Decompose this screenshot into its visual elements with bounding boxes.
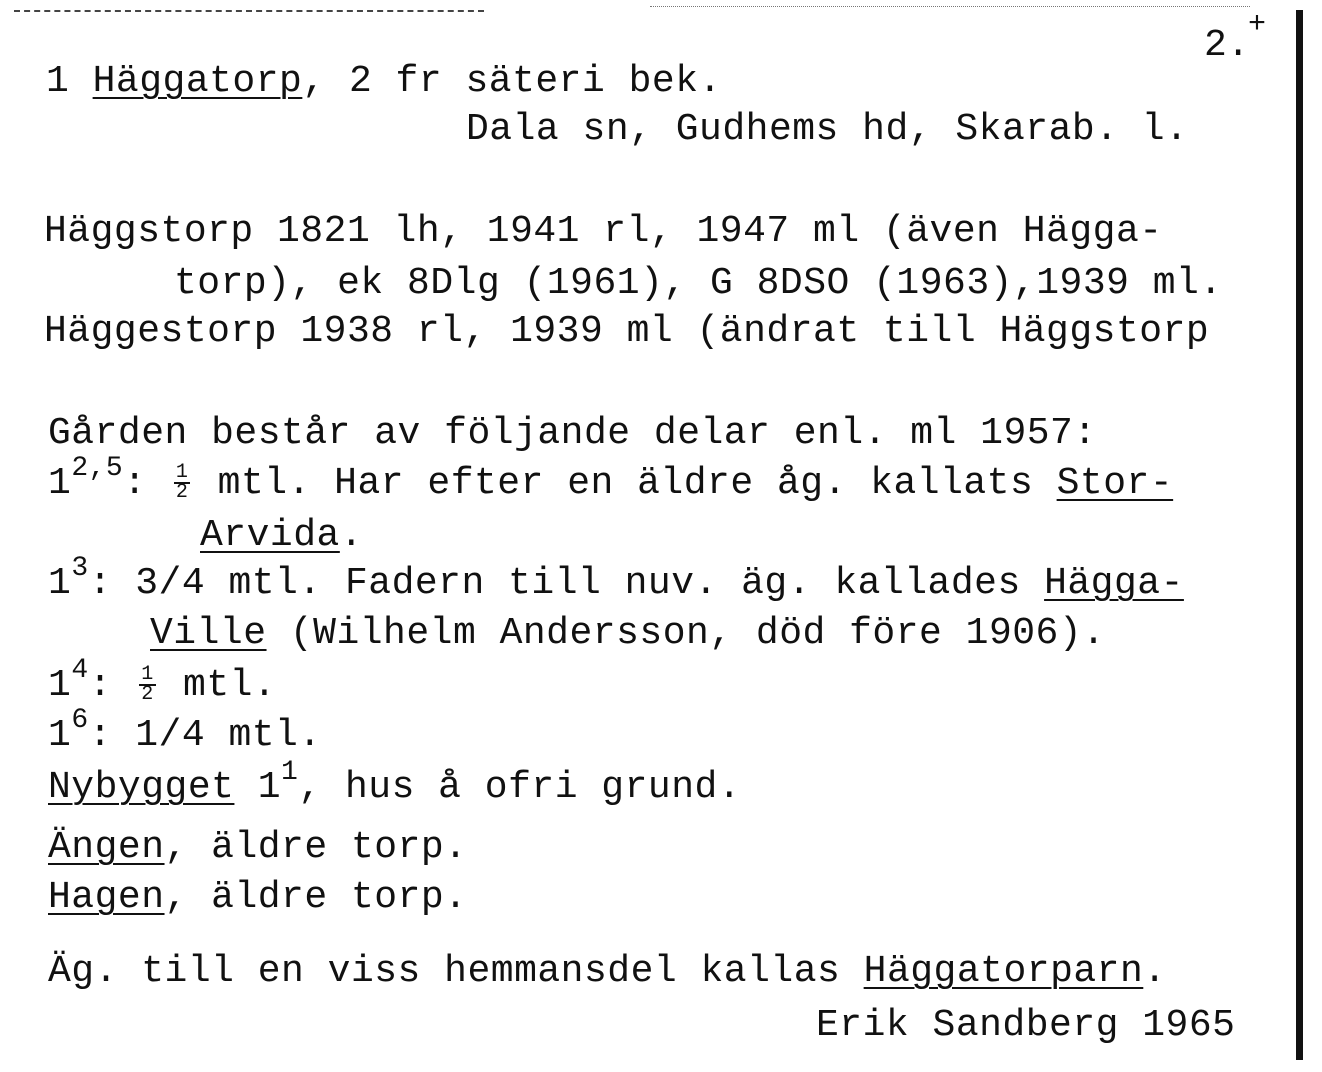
part-line-2: $1^3$: 3/4 mtl. Fadern till nuv. äg. kallades Hägga- <box>48 553 1184 605</box>
card-right-edge <box>1296 10 1303 1060</box>
part-line-1: 1$^{2,5}$: $\frac{1}{2}$ mtl. Har efter en äldre åg. kallats Stor- <box>48 453 1174 505</box>
parts-intro: Gården består av följande delar enl. ml 1957: <box>48 412 1097 455</box>
place-name: Häggatorp <box>92 60 303 103</box>
name-angen: Ängen <box>48 826 165 869</box>
card-top-edge <box>14 10 484 12</box>
angen-line: Ängen, äldre torp. <box>48 826 468 869</box>
part-line-1b: Arvida. <box>200 514 364 557</box>
form-line-3: Häggestorp 1938 rl, 1939 ml (ändrat till Häggstorp <box>44 310 1210 353</box>
hagen-line: Hagen, äldre torp. <box>48 876 468 919</box>
name-haggatorparn: Häggatorparn <box>863 950 1144 993</box>
signature: Erik Sandberg 1965 <box>816 1004 1236 1047</box>
card-top-edge-faint <box>650 6 1250 7</box>
nybygget-line: Nybygget $1^1$, hus å ofri grund. <box>48 757 742 809</box>
form-line-2: torp), ek 8Dlg (1961), G 8DSO (1963),1939 ml. <box>174 262 1223 305</box>
name-hagga: Hägga- <box>1044 562 1184 605</box>
name-hagen: Hagen <box>48 876 165 919</box>
part-line-2b: Ville (Wilhelm Andersson, död före 1906). <box>150 612 1106 655</box>
name-arvida: Arvida <box>200 514 340 557</box>
name-stor: Stor- <box>1056 462 1174 505</box>
part-line-4: $1^6$: 1/4 mtl. <box>48 705 322 757</box>
form-line-1: Häggstorp 1821 lh, 1941 rl, 1947 ml (även Hägga- <box>44 210 1163 253</box>
card-number: 2. <box>1204 24 1250 67</box>
fraction-half: $\frac{1}{2}$ <box>141 662 154 706</box>
card-title: 1 Häggatorp, 2 fr säteri bek. <box>46 60 722 103</box>
plus-mark: + <box>1248 8 1267 42</box>
fraction-half: $\frac{1}{2}$ <box>175 460 189 504</box>
part-line-3: $1^4$: $\frac{1}{2}$ mtl. <box>48 655 277 707</box>
note-line: Äg. till en viss hemmansdel kallas Häggatorparn. <box>48 950 1167 993</box>
location-line: Dala sn, Gudhems hd, Skarab. l. <box>466 108 1189 151</box>
name-ville: Ville <box>150 612 267 655</box>
name-nybygget: Nybygget <box>48 766 235 809</box>
